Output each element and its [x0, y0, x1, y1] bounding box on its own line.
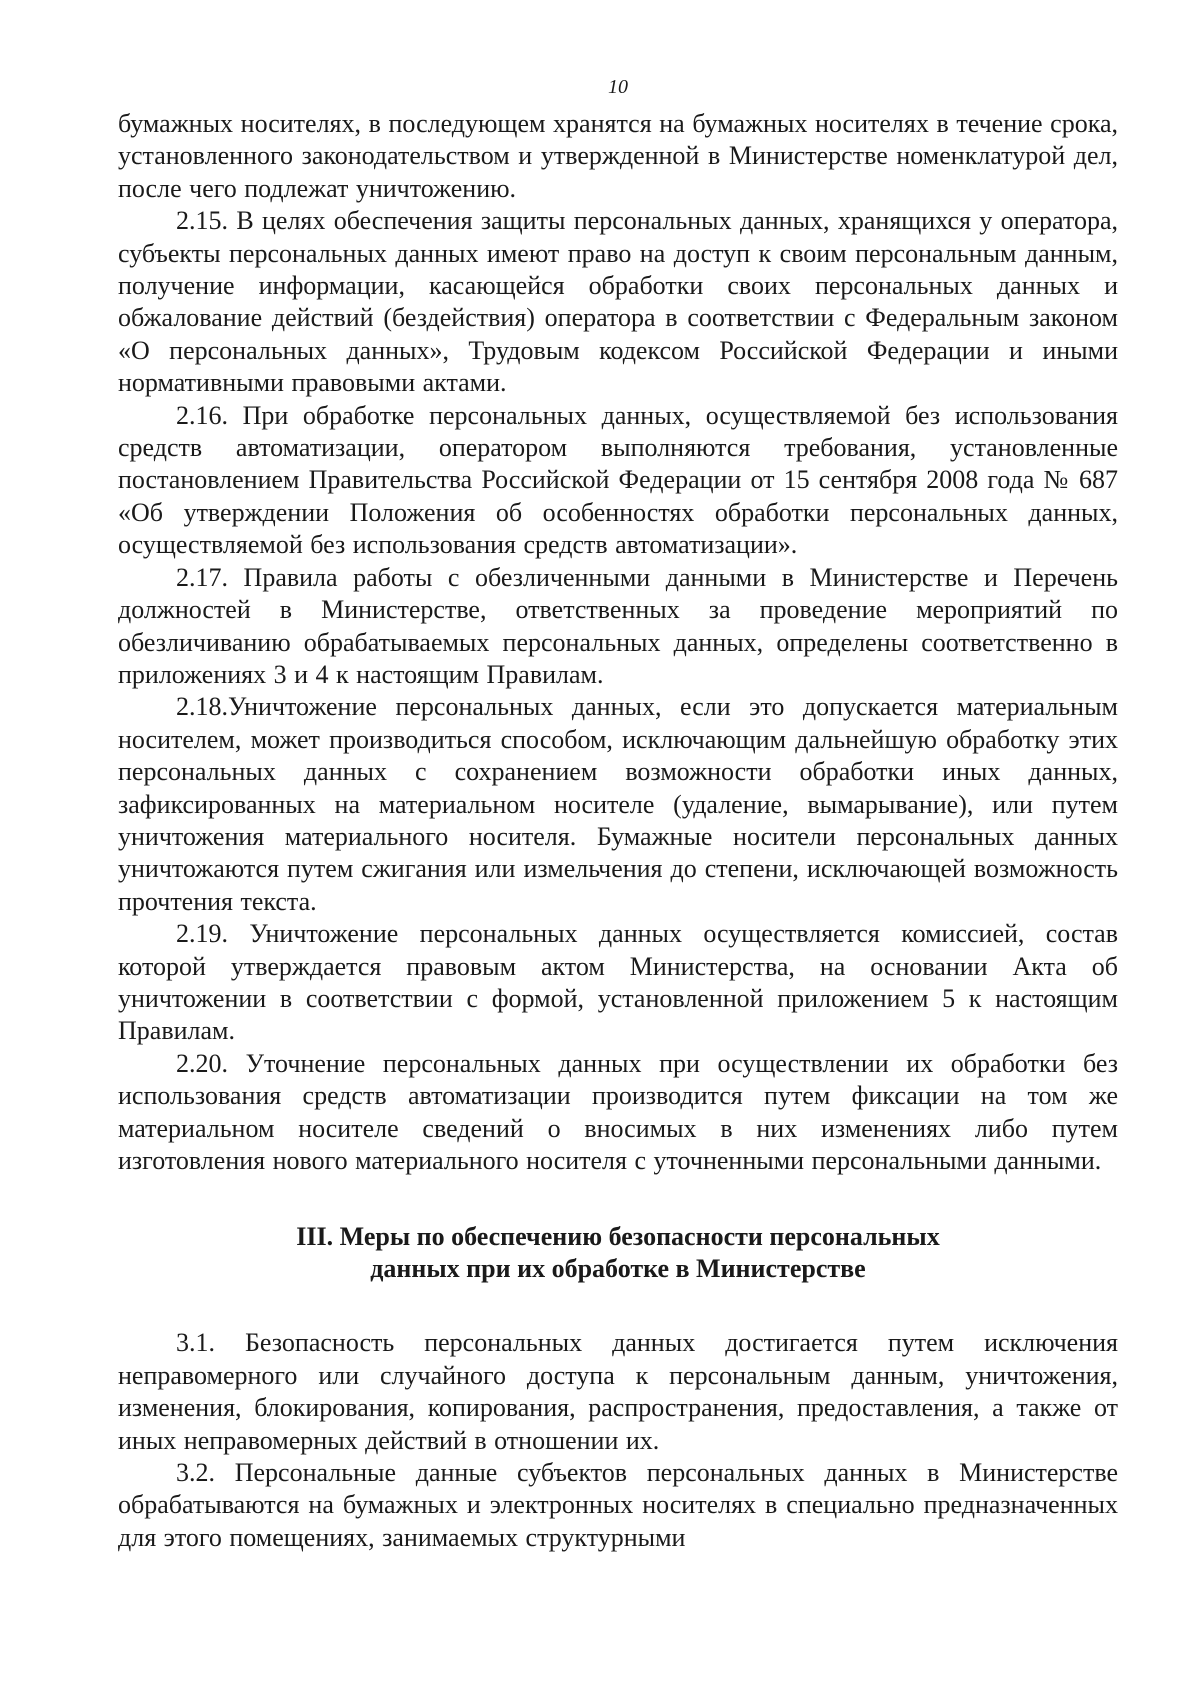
- paragraph-2-16: 2.16. При обработке персональных данных, осуществляемой без использования средств автоматизации, оператором выполняются требования, установленные постановлением Правительства Российской Федерации от 15 сентября 2008 года № 687 «Об утверждении Положения об особенностях обработки персональных данных, осуществляемой без использования средств автоматизации».: [118, 400, 1118, 560]
- paragraph-3-1: 3.1. Безопасность персональных данных достигается путем исключения неправомерного или случайного доступа к персональным данным, уничтожения, изменения, блокирования, копирования, распространения, предоставления, а также от иных неправомерных действий в отношении их.: [118, 1328, 1118, 1455]
- section-heading: [118, 1221, 1118, 1285]
- section-heading-line-2: данных при их обработке в Министерстве: [370, 1254, 866, 1284]
- paragraph-2-17: 2.17. Правила работы с обезличенными данными в Министерстве и Перечень должностей в Министерстве, ответственных за проведение мероприятий по обезличиванию обрабатываемых персональных данных, определены соответственно в приложениях 3 и 4 к настоящим Правилам.: [118, 562, 1118, 689]
- paragraph-2-20: 2.20. Уточнение персональных данных при осуществлении их обработки без использования средств автоматизации производится путем фиксации на том же материальном носителе сведений о вносимых в них изменениях либо путем изготовления нового материального носителя с уточненными персональными данными.: [118, 1048, 1118, 1175]
- document-page: [118, 72, 1118, 1554]
- paragraph-continuation: бумажных носителях, в последующем хранятся на бумажных носителях в течение срока, установленного законодательством и утвержденной в Министерстве номенклатурой дел, после чего подлежат уничтожению.: [118, 109, 1118, 203]
- paragraph-2-19: 2.19. Уничтожение персональных данных осуществляется комиссией, состав которой утверждается правовым актом Министерства, на основании Акта об уничтожении в соответствии с формой, установленной приложением 5 к настоящим Правилам.: [118, 919, 1118, 1046]
- paragraph-2-18: 2.18.Уничтожение персональных данных, если это допускается материальным носителем, может производиться способом, исключающим дальнейшую обработку этих персональных данных с сохранением возможности обработки иных данных, зафиксированных на материальном носителе (удаление, вымарывание), или путем уничтожения материального носителя. Бумажные носители персональных данных уничтожаются путем сжигания или измельчения до степени, исключающей возможность прочтения текста.: [118, 692, 1118, 916]
- paragraph-2-15: 2.15. В целях обеспечения защиты персональных данных, хранящихся у оператора, субъекты персональных данных имеют право на доступ к своим персональным данным, получение информации, касающейся обработки своих персональных данных и обжалование действий (бездействия) оператора в соответствии с Федеральным законом «О персональных данных», Трудовым кодексом Российской Федерации и иными нормативными правовыми актами.: [118, 206, 1118, 398]
- section-heading-line-1: III. Меры по обеспечению безопасности персональных: [296, 1222, 940, 1252]
- paragraph-3-2: 3.2. Персональные данные субъектов персональных данных в Министерстве обрабатываются на бумажных и электронных носителях в специально предназначенных для этого помещениях, занимаемых структурными: [118, 1458, 1118, 1552]
- page-number: 10: [608, 76, 628, 98]
